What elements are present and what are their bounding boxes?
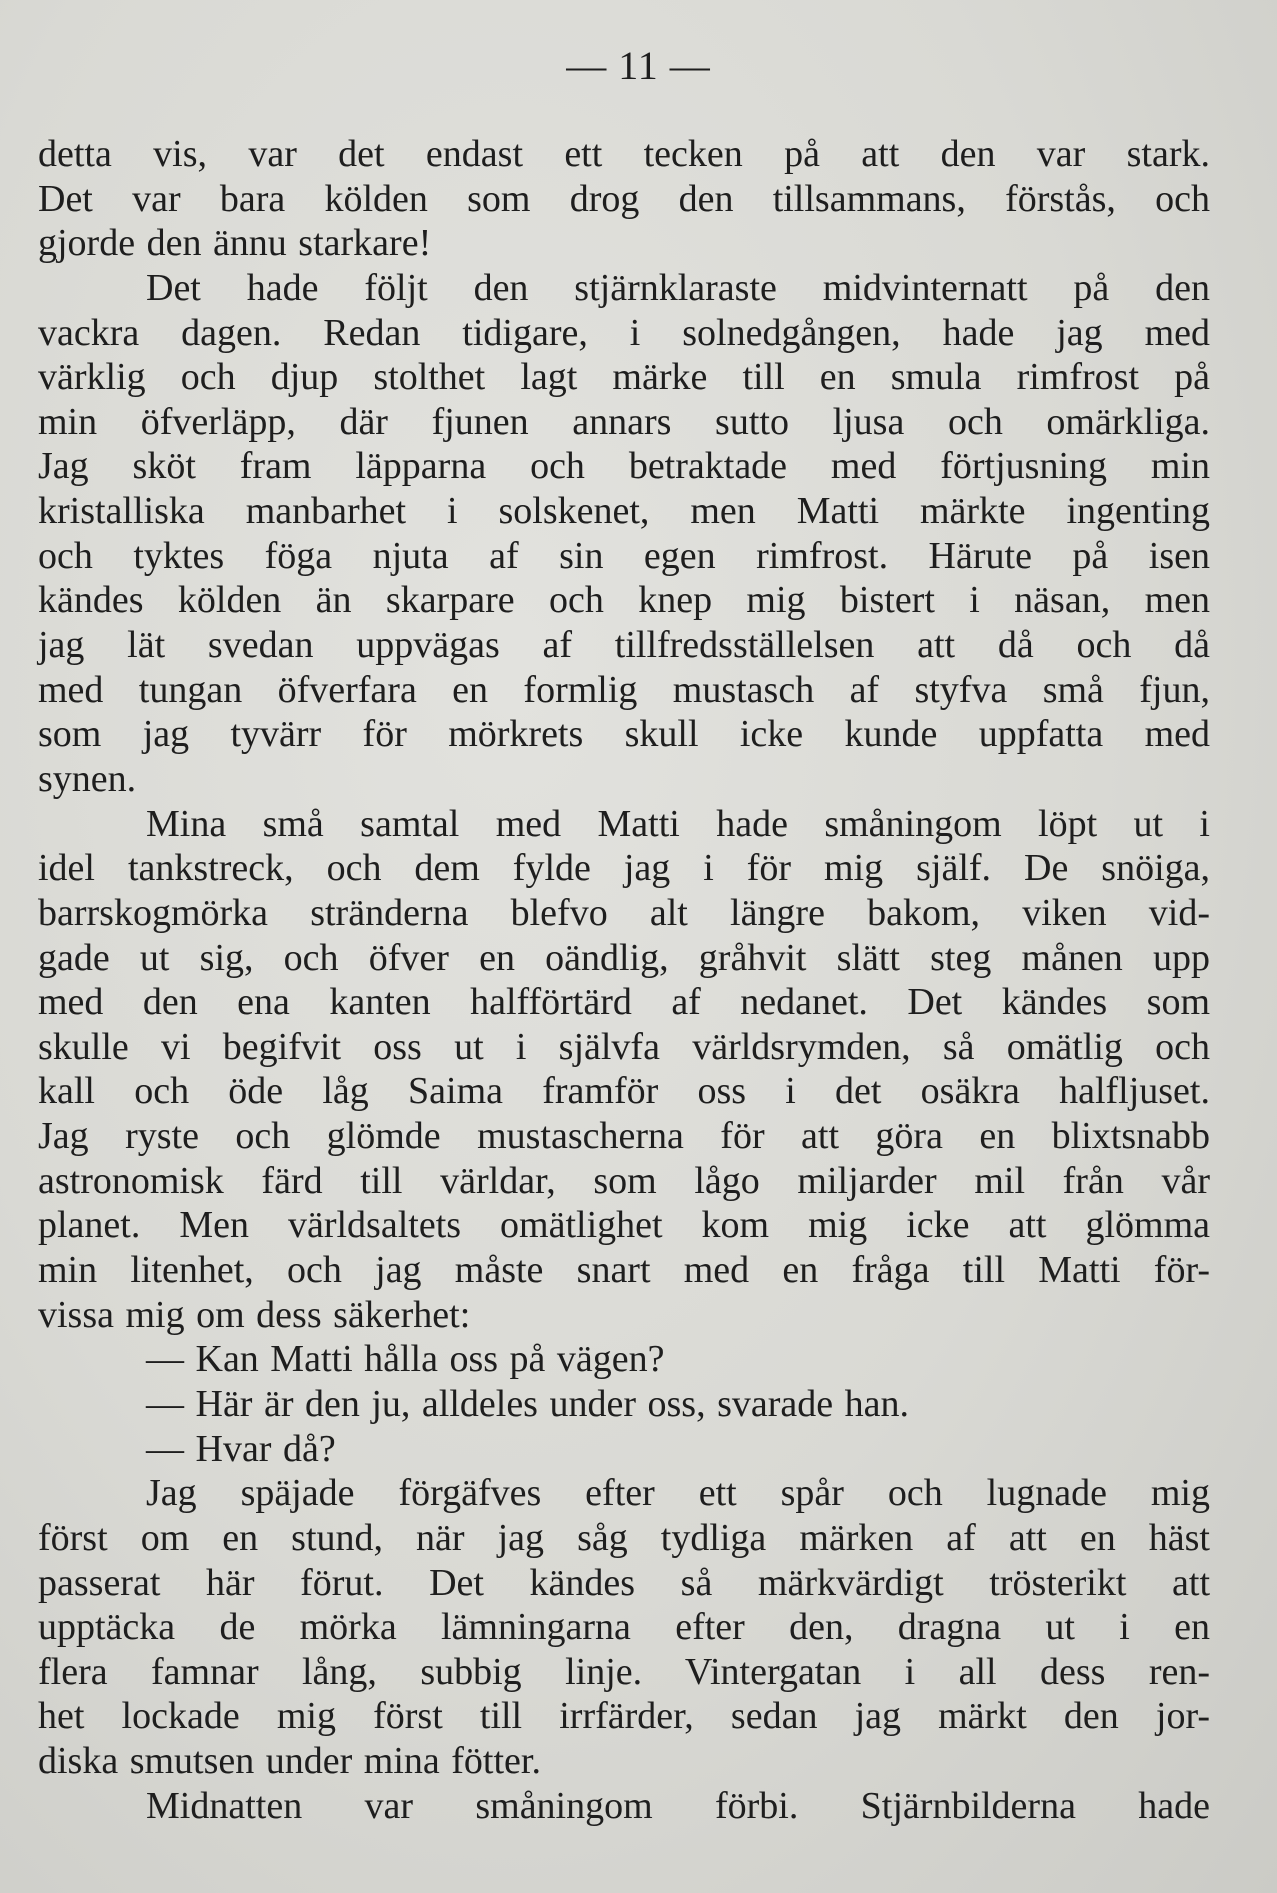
text-line: idel tankstreck, och dem fylde jag i för mig själf. De snöiga,: [38, 847, 1210, 890]
text-line: Midnatten var småningom förbi. Stjärnbilderna hade: [146, 1784, 1210, 1827]
text-line: detta vis, var det endast ett tecken på att den var stark.: [38, 133, 1210, 175]
text-line: planet. Men världsaltets omätlighet kom mig icke att glömma: [38, 1204, 1210, 1247]
text-line: som jag tyvärr för mörkrets skull icke kunde uppfatta med: [38, 713, 1210, 756]
text-line: passerat här förut. Det kändes så märkvärdigt trösterikt att: [38, 1561, 1210, 1604]
text-line: Det hade följt den stjärnklaraste midvinternatt på den: [146, 266, 1210, 309]
text-line: flera famnar lång, subbig linje. Vintergatan i all dess ren-: [38, 1650, 1210, 1693]
page-number: — 11 —: [566, 43, 711, 88]
text-line: Jag ryste och glömde mustascherna för att göra en blixtsnabb: [38, 1115, 1210, 1158]
text-line: kändes kölden än skarpare och knep mig bistert i näsan, men: [38, 579, 1210, 622]
text-line: gade ut sig, och öfver en oändlig, gråhvit slätt steg månen upp: [38, 936, 1210, 979]
text-line: vackra dagen. Redan tidigare, i solnedgången, hade jag med: [38, 311, 1210, 354]
text-line: — Här är den ju, alldeles under oss, svarade han.: [146, 1382, 909, 1425]
text-line: Det var bara kölden som drog den tillsammans, förstås, och: [38, 177, 1210, 220]
text-line: först om en stund, när jag såg tydliga märken af att en häst: [38, 1516, 1210, 1559]
text-line: Jag späjade förgäfves efter ett spår och lugnade mig: [146, 1472, 1210, 1515]
text-line: — Hvar då?: [146, 1427, 336, 1470]
text-line: vissa mig om dess säkerhet:: [38, 1293, 471, 1336]
text-line: med tungan öfverfara en formlig mustasch af styfva små fjun,: [38, 668, 1210, 711]
body-text: [38, 132, 1210, 1828]
text-line: gjorde den ännu starkare!: [38, 222, 432, 265]
text-line: Jag sköt fram läpparna och betraktade med förtjusning min: [38, 445, 1210, 488]
text-line: het lockade mig först till irrfärder, sedan jag märkt den jor-: [38, 1695, 1210, 1738]
text-line: barrskogmörka stränderna blefvo alt längre bakom, viken vid-: [38, 891, 1210, 934]
text-line: — Kan Matti hålla oss på vägen?: [146, 1338, 665, 1381]
text-line: skulle vi begifvit oss ut i självfa världsrymden, så omätlig och: [38, 1025, 1210, 1068]
text-line: diska smutsen under mina fötter.: [38, 1740, 541, 1783]
text-line: med den ena kanten halfförtärd af nedanet. Det kändes som: [38, 981, 1210, 1024]
text-line: astronomisk färd till världar, som lågo miljarder mil från vår: [38, 1159, 1210, 1202]
text-line: och tyktes föga njuta af sin egen rimfrost. Härute på isen: [38, 534, 1210, 577]
text-line: min litenhet, och jag måste snart med en fråga till Matti för-: [38, 1249, 1210, 1292]
text-line: upptäcka de mörka lämningarna efter den, dragna ut i en: [38, 1606, 1210, 1649]
text-line: kall och öde låg Saima framför oss i det osäkra halfljuset.: [38, 1070, 1210, 1113]
text-line: min öfverläpp, där fjunen annars sutto ljusa och omärkliga.: [38, 400, 1210, 443]
text-line: kristalliska manbarhet i solskenet, men Matti märkte ingenting: [38, 490, 1210, 533]
text-line: jag lät svedan uppvägas af tillfredsställelsen att då och då: [38, 624, 1210, 667]
text-line: synen.: [38, 757, 137, 800]
text-line: värklig och djup stolthet lagt märke till en smula rimfrost på: [38, 356, 1210, 399]
text-line: Mina små samtal med Matti hade småningom löpt ut i: [146, 802, 1210, 845]
